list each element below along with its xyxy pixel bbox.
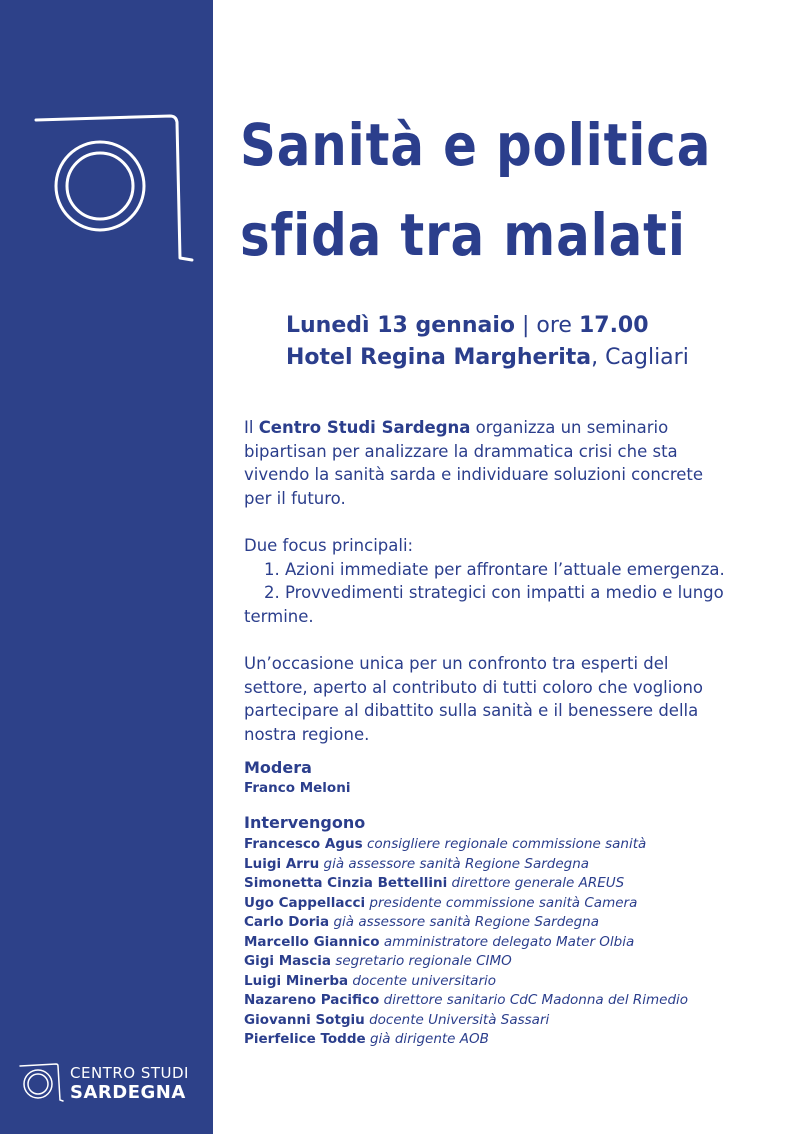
- event-time-prefix: ore: [536, 313, 579, 338]
- speaker-name: Luigi Minerba: [244, 972, 349, 989]
- speaker-name: Pierfelice Todde: [244, 1031, 366, 1047]
- brand-line2: SARDEGNA: [70, 1082, 186, 1103]
- speaker-row: [244, 894, 794, 914]
- intro-line3: vivendo la sanità sarda e individuare soluzioni concrete: [244, 465, 704, 484]
- speakers-heading: Intervengono: [244, 813, 366, 832]
- speaker-row: [244, 1011, 794, 1031]
- focus-item-1: 1. Azioni immediate per affrontare l’attuale emergenza.: [264, 559, 725, 579]
- focus-item-2-cont: termine.: [244, 606, 314, 626]
- page-title: [240, 100, 712, 280]
- speaker-role: docente universitario: [352, 972, 497, 989]
- brand-line1: CENTRO STUDI: [70, 1064, 189, 1082]
- small-logo-icon: [18, 1060, 64, 1106]
- event-city: , Cagliari: [591, 345, 689, 370]
- closing-line3: partecipare al dibattito sulla sanità e il benessere della: [244, 701, 699, 720]
- speaker-role: docente Università Sassari: [369, 1011, 550, 1028]
- speaker-row: [244, 874, 794, 894]
- speaker-role: già assessore sanità Regione Sardegna: [333, 914, 600, 930]
- sidebar-band: [0, 0, 213, 1134]
- speaker-name: Gigi Mascia: [244, 953, 332, 969]
- speaker-row: [244, 952, 794, 972]
- org-name: Centro Studi Sardegna: [258, 418, 471, 437]
- event-date-line: [286, 310, 786, 342]
- centro-studi-logo-icon: [30, 108, 198, 268]
- speaker-role: consigliere regionale commissione sanità: [366, 836, 647, 852]
- bottom-brand-logo: [18, 1060, 208, 1110]
- closing-line2: settore, aperto al contributo di tutti coloro che vogliono: [244, 677, 703, 697]
- event-time: 17.00: [578, 313, 649, 338]
- event-date: Lunedì 13 gennaio: [286, 313, 515, 338]
- speaker-name: Luigi Arru: [244, 855, 320, 872]
- intro-line1: Il Centro Studi Sardegna organizza un seminario: [244, 418, 669, 437]
- intro-line2: bipartisan per analizzare la drammatica crisi che sta: [244, 441, 678, 461]
- speaker-row: [244, 991, 794, 1011]
- description: [244, 416, 784, 746]
- speaker-row: [244, 972, 794, 992]
- title-line2: sfida tra malati: [240, 201, 686, 269]
- speaker-row: [244, 835, 794, 855]
- event-venue: Hotel Regina Margherita: [286, 345, 592, 370]
- event-separator: |: [514, 313, 537, 338]
- moderator-heading: Modera: [244, 758, 312, 777]
- speaker-name: Marcello Giannico: [244, 933, 380, 950]
- speaker-name: Simonetta Cinzia Bettellini: [244, 875, 448, 891]
- speaker-name: Nazareno Pacifico: [244, 992, 380, 1008]
- speaker-role: amministratore delegato Mater Olbia: [383, 933, 635, 950]
- speaker-row: [244, 1030, 794, 1050]
- speaker-name: Carlo Doria: [244, 914, 330, 930]
- intro-line4: per il futuro.: [244, 488, 346, 508]
- closing-line1: Un’occasione unica per un confronto tra esperti del: [244, 654, 669, 673]
- moderator-name: Franco Meloni: [244, 780, 351, 796]
- speaker-name: Giovanni Sotgiu: [244, 1011, 365, 1028]
- closing-line4: nostra regione.: [244, 724, 370, 744]
- speaker-role: direttore sanitario CdC Madonna del Rimedio: [383, 992, 689, 1008]
- focus-item-2: 2. Provvedimenti strategici con impatti a medio e lungo: [264, 583, 724, 602]
- title-line1: Sanità e politica: [240, 111, 712, 179]
- speaker-name: Francesco Agus: [244, 836, 363, 852]
- speaker-name: Ugo Cappellacci: [244, 894, 366, 911]
- speaker-role: già dirigente AOB: [369, 1031, 489, 1047]
- speaker-row: [244, 933, 794, 953]
- speakers-list: [244, 835, 794, 1050]
- speaker-row: [244, 913, 794, 933]
- speaker-role: direttore generale AREUS: [451, 875, 625, 891]
- speaker-role: presidente commissione sanità Camera: [369, 894, 638, 911]
- focus-heading: Due focus principali:: [244, 536, 414, 555]
- event-venue-line: [286, 342, 786, 374]
- event-details: [286, 310, 786, 374]
- speaker-role: segretario regionale CIMO: [335, 953, 512, 969]
- speaker-row: [244, 855, 794, 875]
- speaker-role: già assessore sanità Regione Sardegna: [323, 855, 590, 872]
